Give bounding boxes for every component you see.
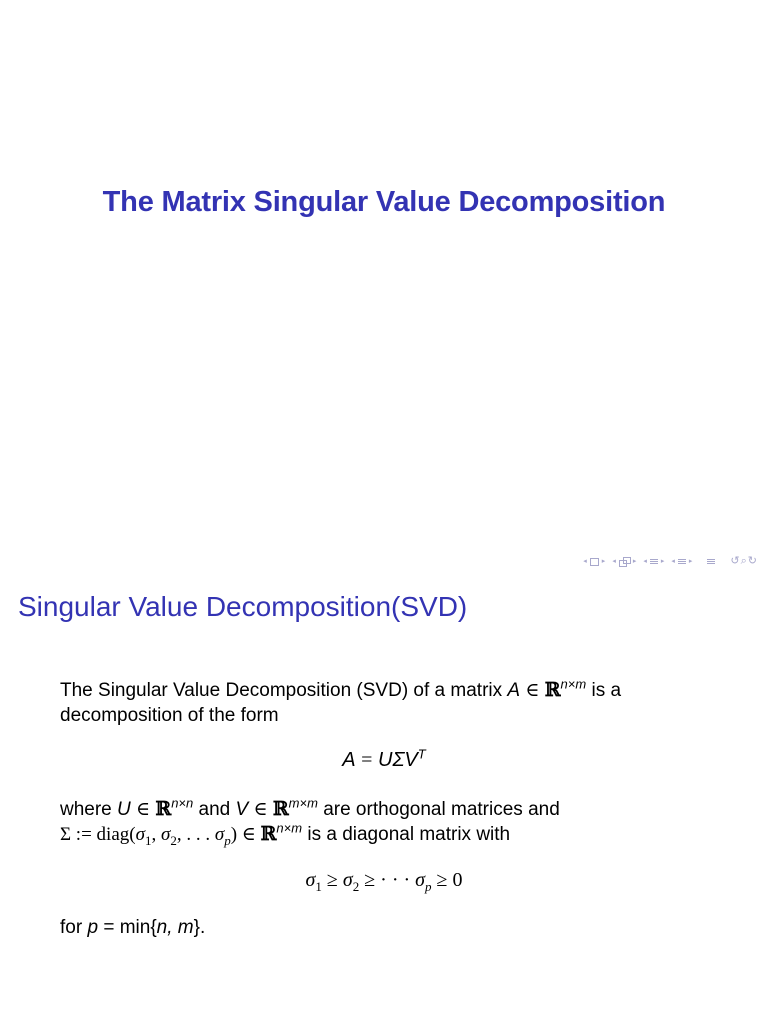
nav-next-arrow-icon[interactable]: ▸ [632, 558, 637, 565]
subsection-nav[interactable] [612, 557, 636, 566]
p-definition-paragraph [60, 915, 710, 940]
text: is a [591, 680, 622, 701]
sigma-definition: Σ := $diag(\sigma_1$, $\sigma_2$, . . . $\sigma_p$) ∈ [60, 824, 261, 848]
nav-prev-arrow-icon[interactable]: ◂ [643, 558, 647, 565]
text: for [60, 917, 83, 938]
math-real-space: ℝ [544, 679, 561, 701]
orthogonal-paragraph [60, 797, 710, 847]
align-icon[interactable] [707, 559, 715, 564]
math-exponent: n×m [560, 676, 587, 692]
math-symbol: }. [193, 917, 206, 938]
math-var: p [87, 917, 99, 938]
text: The Singular Value Decomposition (SVD) of a matrix [60, 680, 503, 701]
math-var: n, m [156, 917, 194, 938]
math-zero: 0 [452, 869, 463, 891]
svd-slide [0, 575, 768, 1024]
svd-definition-paragraph [60, 678, 710, 728]
search-icon[interactable]: ↺⌕↻ [730, 555, 758, 567]
math-real-space: ℝ [272, 798, 289, 820]
math-var: A [507, 680, 521, 701]
nav-prev-arrow-icon[interactable]: ◂ [671, 558, 675, 565]
subsubsection-icon[interactable] [678, 559, 686, 564]
math-exponent: m×m [288, 795, 318, 811]
math-var: V [235, 799, 249, 820]
math-exponent: T [417, 746, 426, 762]
nav-next-arrow-icon[interactable]: ▸ [660, 558, 665, 565]
nav-next-arrow-icon[interactable]: ▸ [688, 558, 693, 565]
svd-equation [0, 746, 768, 772]
singular-value-ordering: $\sigma_1 \ge \sigma_2$ ≥ · · · $\sigma_p \ge 0$ [305, 869, 463, 894]
nav-prev-arrow-icon[interactable]: ◂ [583, 558, 587, 565]
beamer-navigation-bar [583, 556, 758, 567]
nav-next-arrow-icon[interactable]: ▸ [601, 558, 606, 565]
math-real-space: ℝ [260, 823, 277, 845]
text: where [60, 799, 112, 820]
math-symbol: = min{ [103, 917, 157, 938]
frame-icon[interactable] [590, 558, 599, 566]
math-symbol: ∈ [253, 799, 268, 820]
subsection-icon[interactable] [619, 557, 630, 566]
section-icon[interactable] [650, 559, 658, 564]
math-var: U [117, 799, 131, 820]
math-real-space: ℝ [155, 798, 172, 820]
math-symbol: ∈ [136, 799, 151, 820]
math-exponent: n×n [171, 795, 194, 811]
frame-title: Singular Value Decomposition(SVD) [18, 591, 468, 622]
math-exponent: n×m [276, 820, 303, 836]
text: and [198, 799, 231, 820]
text: decomposition of the form [60, 705, 279, 726]
text: are orthogonal matrices and [323, 799, 560, 820]
frame-nav[interactable] [583, 558, 605, 566]
math-var: UΣV [378, 749, 418, 771]
math-symbol: ∈ [525, 680, 540, 701]
math-symbol: = [361, 749, 373, 771]
text: is a diagonal matrix with [307, 824, 511, 845]
presentation-title: The Matrix Singular Value Decomposition [102, 186, 666, 218]
section-nav[interactable] [643, 558, 664, 565]
math-var: A [342, 749, 356, 771]
subsubsection-nav[interactable] [671, 558, 692, 565]
nav-prev-arrow-icon[interactable]: ◂ [612, 558, 616, 565]
